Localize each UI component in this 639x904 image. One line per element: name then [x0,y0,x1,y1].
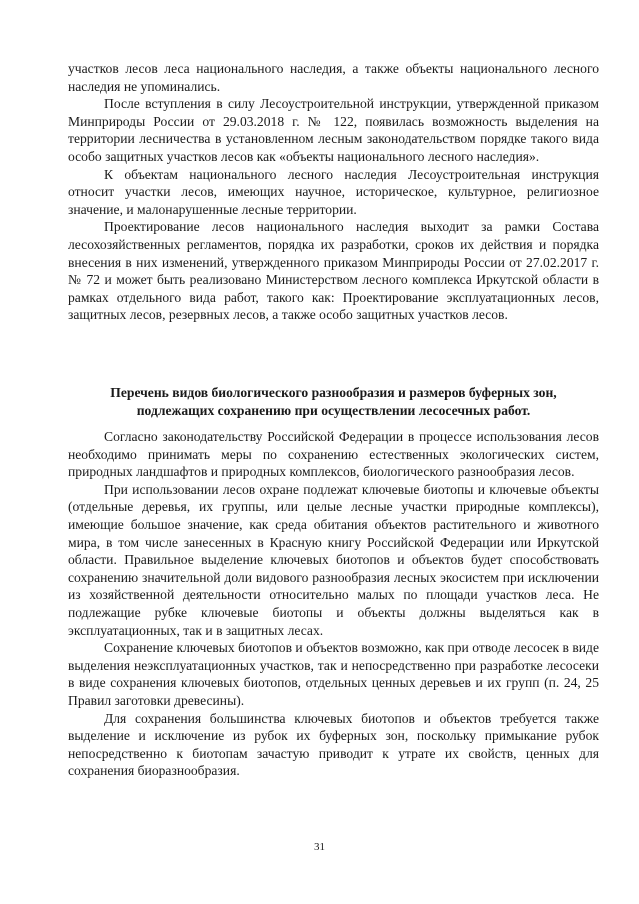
paragraph-3: К объектам национального лесного наследия Лесоустроительная инструкция относит участки лесов, имеющих научное, историческое, культурное, религиозное значение, и малонарушенные лесные территории. [68,166,599,217]
section-heading [68,384,599,420]
paragraph-4: Проектирование лесов национального наследия выходит за рамки Состава лесохозяйственных регламентов, порядка их разработки, сроков их действия и порядка внесения в них изменений, утвержденного приказом Минприроды России от 27.02.2017 г. № 72 и может быть реализовано Министерством лесного комплекса Иркутской области в рамках отдельного вида работ, такого как: Проектирование эксплуатационных лесов, защитных лесов, резервных лесов, а также особо защитных участков лесов. [68,219,599,323]
paragraph-8: Для сохранения большинства ключевых биотопов и объектов требуется также выделение и исключение из рубок их буферных зон, поскольку примыкание рубок непосредственно к биотопам зачастую приводит к утрате их свойств, ценных для сохранения биоразнообразия. [68,710,599,779]
paragraph-1: участков лесов леса национального наследия, а также объекты национального лесного наследия не упоминались. [68,61,599,94]
paragraph-7: Сохранение ключевых биотопов и объектов возможно, как при отводе лесосек в виде выделения неэксплуатационных участков, так и непосредственно при разработке лесосеки в виде сохранения ключевых биотопов, отдельных ценных деревьев и их групп (п. 24, 25 Правил заготовки древесины). [68,640,599,708]
section-2 [68,428,599,780]
heading-line-2: подлежащих сохранению при осуществлении лесосечных работ. [136,403,531,418]
page-number: 31 [314,841,325,853]
section-1 [68,60,599,324]
heading-line-1: Перечень видов биологического разнообразия и размеров буферных зон, [110,385,557,400]
paragraph-5: Согласно законодательству Российской Федерации в процессе использования лесов необходимо принимать меры по сохранению естественных экологических систем, природных ландшафтов и природных комплексов, биологического разнообразия лесов. [68,429,599,480]
paragraph-2: После вступления в силу Лесоустроительной инструкции, утвержденной приказом Минприроды России от 29.03.2018 г. № 122, появилась возможность выделения на территории лесничества в установленном лесным законодательством порядке такого вида особо защитных участков лесов как «объекты национального лесного наследия». [68,96,599,164]
paragraph-6: При использовании лесов охране подлежат ключевые биотопы и ключевые объекты (отдельные деревья, их группы, или целые лесные участки природные комплексы), имеющие большое значение, как среда обитания объектов растительного и животного мира, в том числе занесенных в Красную книгу Российской Федерации или Иркутской области. Правильное выделение ключевых биотопов и объектов будет способствовать сохранению значительной доли видового разнообразия лесных экосистем при исключении из хозяйственной деятельности относительно малых по площади участков леса. Не подлежащие рубке ключевые биотопы и объекты должны выделяться как в эксплуатационных, так и в защитных лесах. [68,481,599,638]
